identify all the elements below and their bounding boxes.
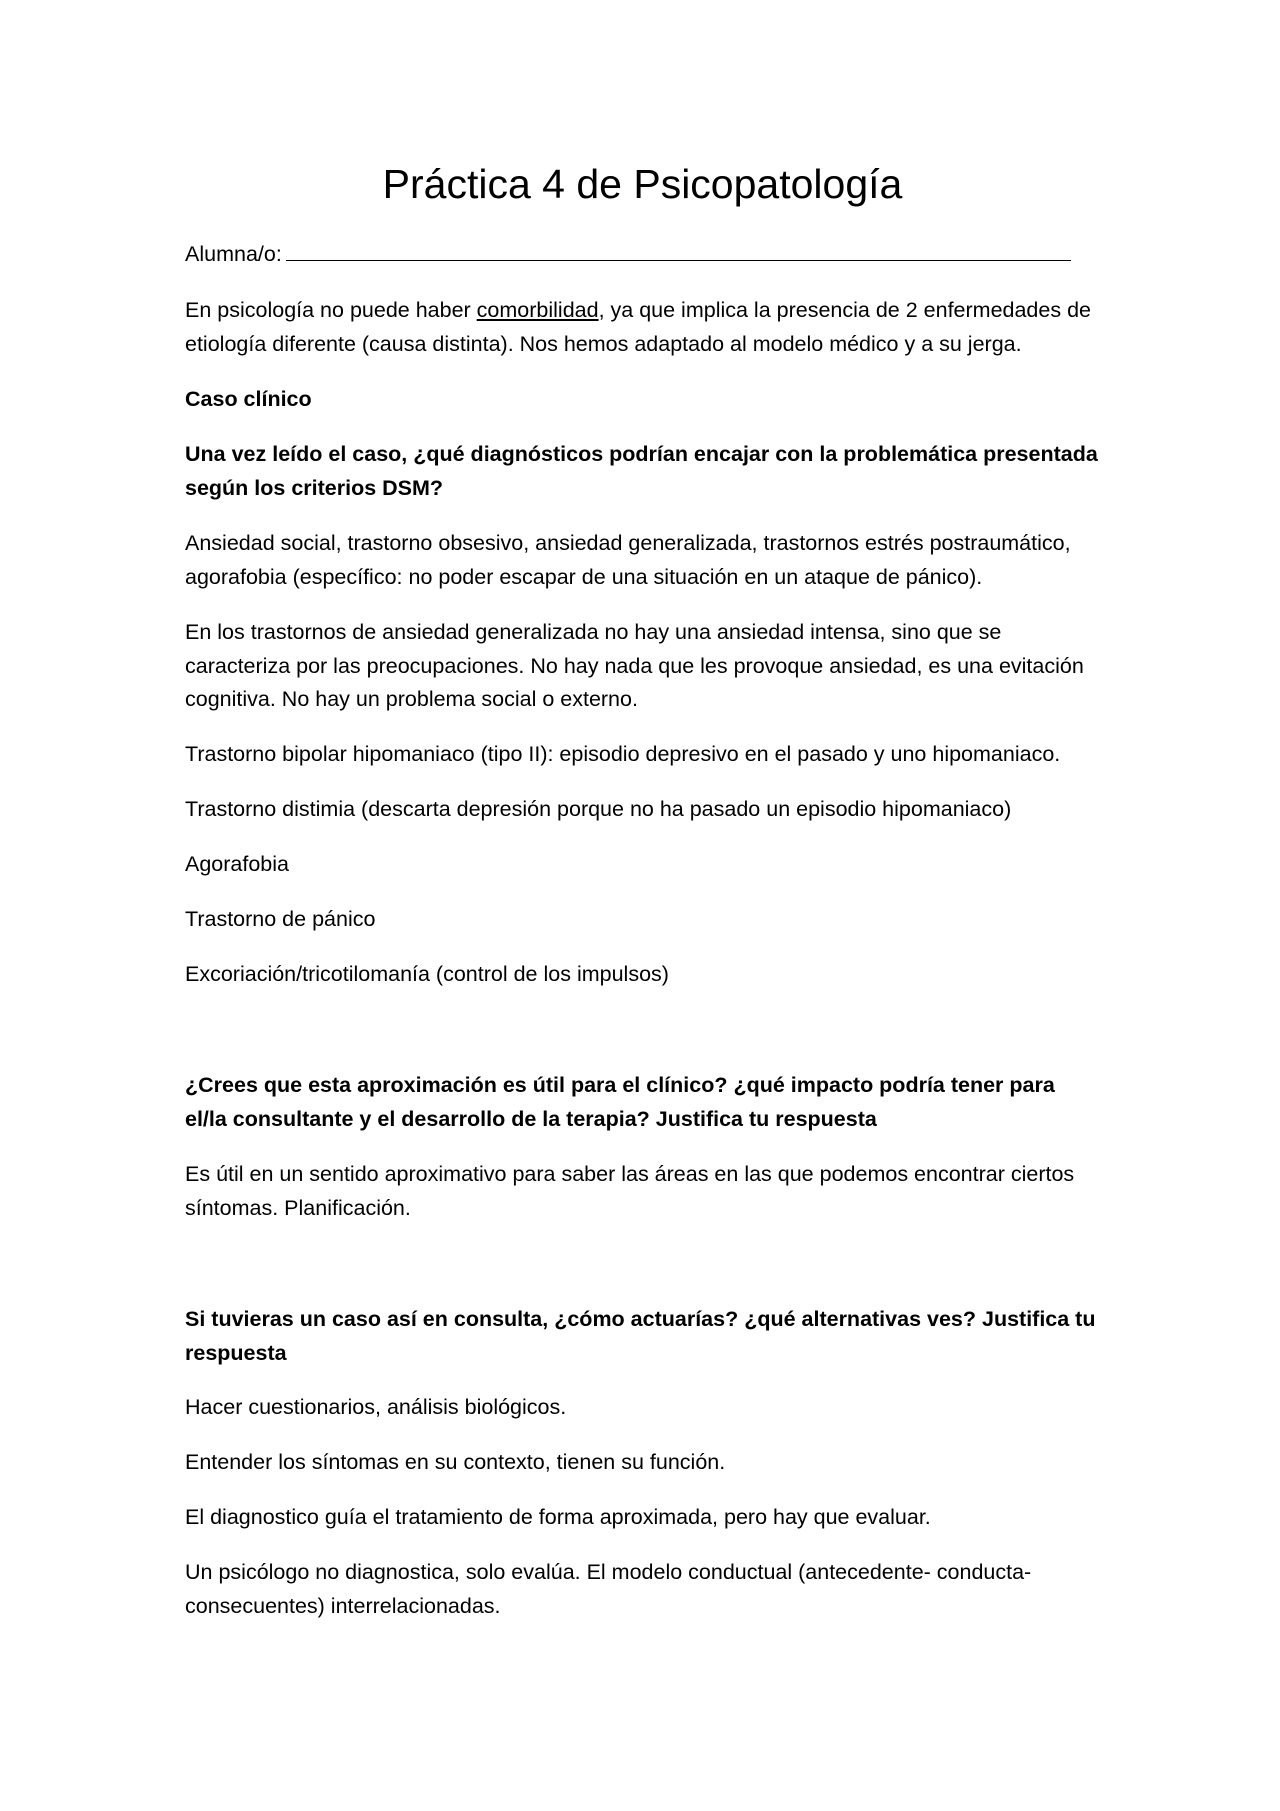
student-label: Alumna/o: — [185, 242, 282, 266]
intro-before: En psicología no puede haber — [185, 298, 477, 322]
intro-paragraph — [185, 294, 1100, 361]
answer-1-paragraph: Excoriación/tricotilomanía (control de los impulsos) — [185, 962, 669, 986]
case-heading: Caso clínico — [185, 387, 312, 411]
answer-1-paragraph: Trastorno de pánico — [185, 907, 376, 931]
student-name-blank — [286, 238, 1071, 261]
answer-1-paragraph: Trastorno distimia (descarta depresión porque no ha pasado un episodio hipomaniaco) — [185, 797, 1012, 821]
document-title: Práctica 4 de Psicopatología — [382, 161, 903, 207]
answer-3-paragraph: Hacer cuestionarios, análisis biológicos. — [185, 1395, 567, 1419]
answer-3-paragraph: Entender los síntomas en su contexto, tienen su función. — [185, 1450, 726, 1474]
answer-1-paragraph: Trastorno bipolar hipomaniaco (tipo II): episodio depresivo en el pasado y uno hipomaniaco. — [185, 742, 1061, 766]
answer-1-paragraph: Agorafobia — [185, 852, 289, 876]
answer-2-paragraph: Es útil en un sentido aproximativo para saber las áreas en las que podemos encontrar ciertos síntomas. Planificación. — [185, 1162, 1075, 1220]
answer-3-paragraph: Un psicólogo no diagnostica, solo evalúa. El modelo conductual (antecedente- conducta- consecuentes) interrelacionadas. — [185, 1560, 1032, 1618]
intro-after: , ya que implica la presencia de 2 enfermedades de etiología diferente (causa distinta). Nos hemos adaptado al modelo médico y a su jerga. — [185, 298, 1091, 356]
question-3: Si tuvieras un caso así en consulta, ¿cómo actuarías? ¿qué alternativas ves? Justifica tu respuesta — [185, 1307, 1096, 1365]
student-name-field — [185, 238, 1100, 272]
answer-3-paragraph: El diagnostico guía el tratamiento de forma aproximada, pero hay que evaluar. — [185, 1505, 931, 1529]
question-2: ¿Crees que esta aproximación es útil para el clínico? ¿qué impacto podría tener para el/la consultante y el desarrollo de la terapia? Justifica tu respuesta — [185, 1073, 1055, 1131]
answer-1-paragraph: Ansiedad social, trastorno obsesivo, ansiedad generalizada, trastornos estrés postraumático, agorafobia (específico: no poder escapar de una situación en un ataque de pánico). — [185, 531, 1071, 589]
answer-1-paragraph: En los trastornos de ansiedad generalizada no hay una ansiedad intensa, sino que se caracteriza por las preocupaciones. No hay nada que les provoque ansiedad, es una evitación cognitiva. No hay un problema social o externo. — [185, 620, 1084, 711]
question-1: Una vez leído el caso, ¿qué diagnósticos podrían encajar con la problemática presentada según los criterios DSM? — [185, 442, 1098, 500]
intro-term: comorbilidad — [476, 298, 599, 322]
